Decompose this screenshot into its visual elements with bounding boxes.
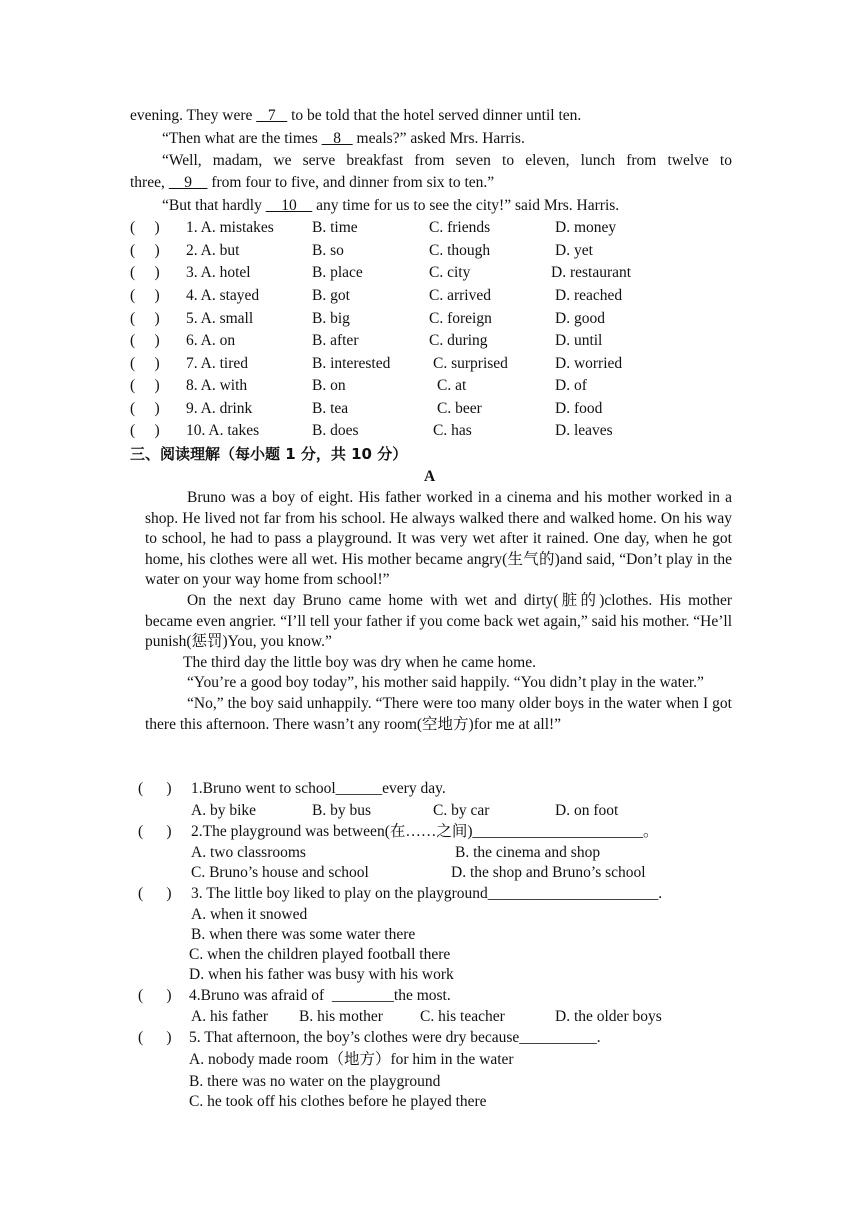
option-a: 10. A. takes	[186, 422, 260, 439]
option-b: B. when there was some water there	[191, 926, 416, 943]
cloze-question	[130, 263, 750, 283]
option-a: 4. A. stayed	[186, 287, 260, 304]
option-b: B. by bus	[312, 802, 371, 819]
option-a: 7. A. tired	[186, 355, 248, 372]
cloze-blank-7: 7	[256, 107, 288, 124]
option-d: D. leaves	[555, 422, 613, 439]
passage-paragraph: “No,” the boy said unhappily. “There were too many older boys in the water when I got there this afternoon. There wasn’t any room(空地方)for me at all!”	[145, 694, 732, 733]
cloze-line-3: “Well, madam, we serve breakfast from seven to eleven, lunch from twelve to	[162, 152, 732, 169]
answer-paren[interactable]: ( )	[130, 422, 160, 439]
passage-paragraph: On the next day Bruno came home with wet and dirty(脏的)clothes. His mother became even angrier. “I’ll tell your father if you come back wet again,” said his mother. “He’ll punish(惩罚)You, you know.”	[145, 591, 732, 651]
option-c: C. beer	[437, 400, 482, 417]
answer-paren[interactable]: ( )	[138, 823, 172, 840]
option-a: A. two classrooms	[191, 844, 306, 861]
cloze-text: “Then what are the times	[162, 130, 322, 147]
option-c: C. foreign	[429, 310, 492, 327]
option-b: B. big	[312, 310, 350, 327]
option-d: D. restaurant	[551, 264, 632, 281]
answer-paren[interactable]: ( )	[130, 242, 160, 259]
cloze-question	[130, 354, 750, 374]
option-d: D. food	[555, 400, 603, 417]
section-heading: 三、阅读理解（每小题 1 分，共 10 分）	[130, 445, 408, 463]
answer-paren[interactable]: ( )	[130, 310, 160, 327]
option-b: B. after	[312, 332, 359, 349]
option-a: A. nobody made room（地方）for him in the water	[189, 1051, 514, 1068]
option-a: A. by bike	[191, 802, 257, 819]
option-c: C. has	[433, 422, 472, 439]
answer-paren[interactable]: ( )	[130, 332, 160, 349]
option-d: D. until	[555, 332, 603, 349]
cloze-text: evening. They were	[130, 107, 257, 124]
answer-paren[interactable]: ( )	[138, 987, 172, 1004]
question-stem: 5. That afternoon, the boy’s clothes were dry because__________.	[189, 1029, 601, 1046]
question-stem: 1.Bruno went to school______every day.	[191, 780, 446, 797]
option-c: C. though	[429, 242, 491, 259]
option-d: D. good	[555, 310, 605, 327]
answer-paren[interactable]: ( )	[130, 219, 160, 236]
option-d: D. when his father was busy with his work	[189, 966, 454, 983]
option-b: B. place	[312, 264, 363, 281]
option-c: C. when the children played football there	[189, 946, 451, 963]
cloze-question	[130, 241, 750, 261]
option-a: 8. A. with	[186, 377, 248, 394]
option-c: C. surprised	[433, 355, 508, 372]
option-a: A. when it snowed	[191, 906, 308, 923]
option-d: D. of	[555, 377, 587, 394]
answer-paren[interactable]: ( )	[130, 287, 160, 304]
reading-passage	[145, 488, 732, 735]
cloze-blank-9: 9	[168, 174, 208, 191]
option-c: C. arrived	[429, 287, 491, 304]
option-b: B. so	[312, 242, 344, 259]
option-d: D. on foot	[555, 802, 619, 819]
passage-label: A	[424, 468, 436, 485]
cloze-text: three,	[130, 174, 169, 191]
cloze-text: from four to five, and dinner from six to ten.”	[207, 174, 495, 191]
cloze-text: “But that hardly	[162, 197, 266, 214]
option-b: B. on	[312, 377, 346, 394]
cloze-question	[130, 421, 750, 441]
answer-paren[interactable]: ( )	[130, 355, 160, 372]
cloze-line-1	[130, 106, 581, 126]
cloze-text: meals?” asked Mrs. Harris.	[352, 130, 525, 147]
option-c: C. he took off his clothes before he played there	[189, 1093, 487, 1110]
option-b: B. time	[312, 219, 358, 236]
option-a: 5. A. small	[186, 310, 254, 327]
cloze-text: to be told that the hotel served dinner until ten.	[287, 107, 582, 124]
cloze-blank-10: 10	[265, 197, 313, 214]
question-stem: 4.Bruno was afraid of ________the most.	[189, 987, 451, 1004]
option-a: 2. A. but	[186, 242, 240, 259]
option-d: D. the older boys	[555, 1008, 662, 1025]
option-a: 1. A. mistakes	[186, 219, 274, 236]
cloze-line-2	[162, 129, 525, 149]
answer-paren[interactable]: ( )	[130, 400, 160, 417]
option-c: C. his teacher	[420, 1008, 505, 1025]
option-a: A. his father	[191, 1008, 269, 1025]
option-d: D. worried	[555, 355, 623, 372]
cloze-question	[130, 331, 750, 351]
answer-paren[interactable]: ( )	[130, 377, 160, 394]
option-b: B. the cinema and shop	[455, 844, 601, 861]
answer-paren[interactable]: ( )	[138, 1029, 172, 1046]
cloze-question	[130, 399, 750, 419]
option-a: 9. A. drink	[186, 400, 253, 417]
question-stem: 3. The little boy liked to play on the playground______________________.	[191, 885, 663, 902]
option-b: B. there was no water on the playground	[189, 1073, 441, 1090]
passage-paragraph: The third day the little boy was dry when he came home.	[183, 653, 536, 671]
option-c: C. during	[429, 332, 488, 349]
answer-paren[interactable]: ( )	[138, 885, 172, 902]
option-b: B. interested	[312, 355, 391, 372]
question-stem: 2.The playground was between(在……之间)______________________。	[191, 823, 659, 840]
passage-paragraph: “You’re a good boy today”, his mother said happily. “You didn’t play in the water.”	[187, 674, 704, 692]
answer-paren[interactable]: ( )	[138, 780, 172, 797]
cloze-question	[130, 286, 750, 306]
cloze-question	[130, 376, 750, 396]
option-c: C. friends	[429, 219, 491, 236]
option-a: 6. A. on	[186, 332, 236, 349]
option-a: 3. A. hotel	[186, 264, 251, 281]
option-d: D. reached	[555, 287, 623, 304]
option-b: B. does	[312, 422, 359, 439]
cloze-question	[130, 218, 750, 238]
option-c: C. Bruno’s house and school	[191, 864, 369, 881]
option-d: D. yet	[555, 242, 593, 259]
option-c: C. by car	[433, 802, 490, 819]
option-d: D. money	[555, 219, 617, 236]
option-b: B. got	[312, 287, 350, 304]
option-b: B. tea	[312, 400, 349, 417]
option-b: B. his mother	[299, 1008, 383, 1025]
cloze-blank-8: 8	[321, 130, 353, 147]
cloze-line-4	[130, 173, 494, 193]
cloze-question	[130, 309, 750, 329]
option-c: C. at	[437, 377, 467, 394]
option-c: C. city	[429, 264, 471, 281]
cloze-text: any time for us to see the city!” said Mrs. Harris.	[312, 197, 620, 214]
answer-paren[interactable]: ( )	[130, 264, 160, 281]
cloze-line-5	[162, 196, 619, 216]
option-d: D. the shop and Bruno’s school	[451, 864, 646, 881]
passage-paragraph: Bruno was a boy of eight. His father worked in a cinema and his mother worked in a shop. He lived not far from his school. He always walked there and walked home. On his way to school, he had to pass a playground. It was very wet after it rained. One day, when he got home, his clothes were all wet. His mother became angry(生气的)and said, “Don’t play in the water on your way home from school!”	[145, 489, 732, 589]
